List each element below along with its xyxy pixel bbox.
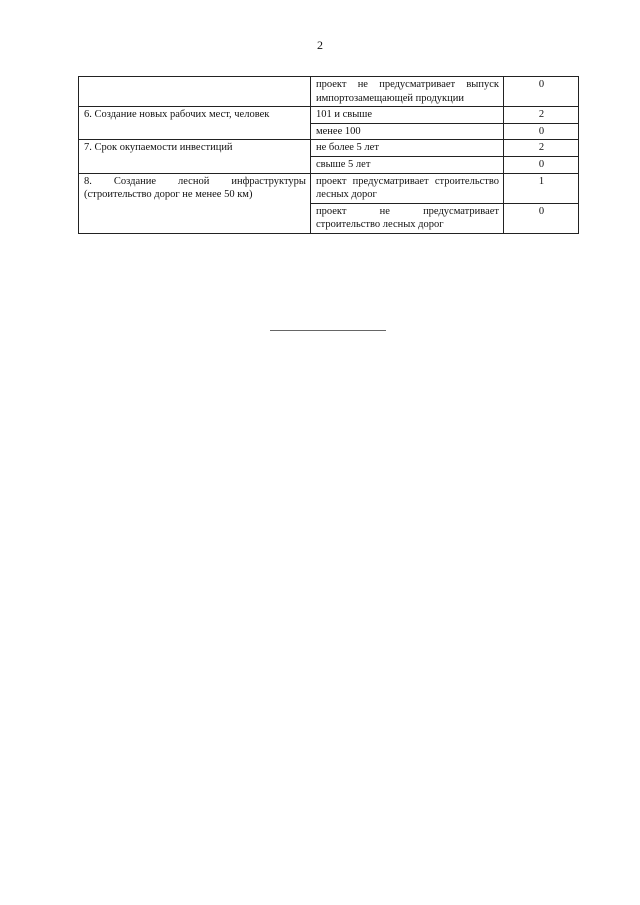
table-row [79,140,579,157]
option-cell: проект не предусматривает строительство лесных дорог [311,203,504,233]
score-cell: 2 [504,140,579,157]
criterion-cell: 6. Создание новых рабочих мест, человек [79,107,311,140]
table-row [79,107,579,124]
score-cell: 1 [504,173,579,203]
option-cell: не более 5 лет [311,140,504,157]
score-cell: 0 [504,77,579,107]
option-cell: проект предусматривает строительство лесных дорог [311,173,504,203]
criterion-cell [79,77,311,107]
score-cell: 0 [504,203,579,233]
criterion-cell: 7. Срок окупаемости инвестиций [79,140,311,173]
score-cell: 0 [504,123,579,140]
score-cell: 2 [504,107,579,124]
criteria-table [78,76,579,234]
end-separator-line [270,330,386,331]
table-row [79,77,579,107]
option-cell: менее 100 [311,123,504,140]
page-number: 2 [317,38,323,52]
option-cell: проект не предусматривает выпуск импортозамещающей продукции [311,77,504,107]
score-cell: 0 [504,156,579,173]
option-cell: свыше 5 лет [311,156,504,173]
criterion-cell: 8. Создание лесной инфраструктуры (строительство дорог не менее 50 км) [79,173,311,233]
option-cell: 101 и свыше [311,107,504,124]
table-row [79,173,579,203]
